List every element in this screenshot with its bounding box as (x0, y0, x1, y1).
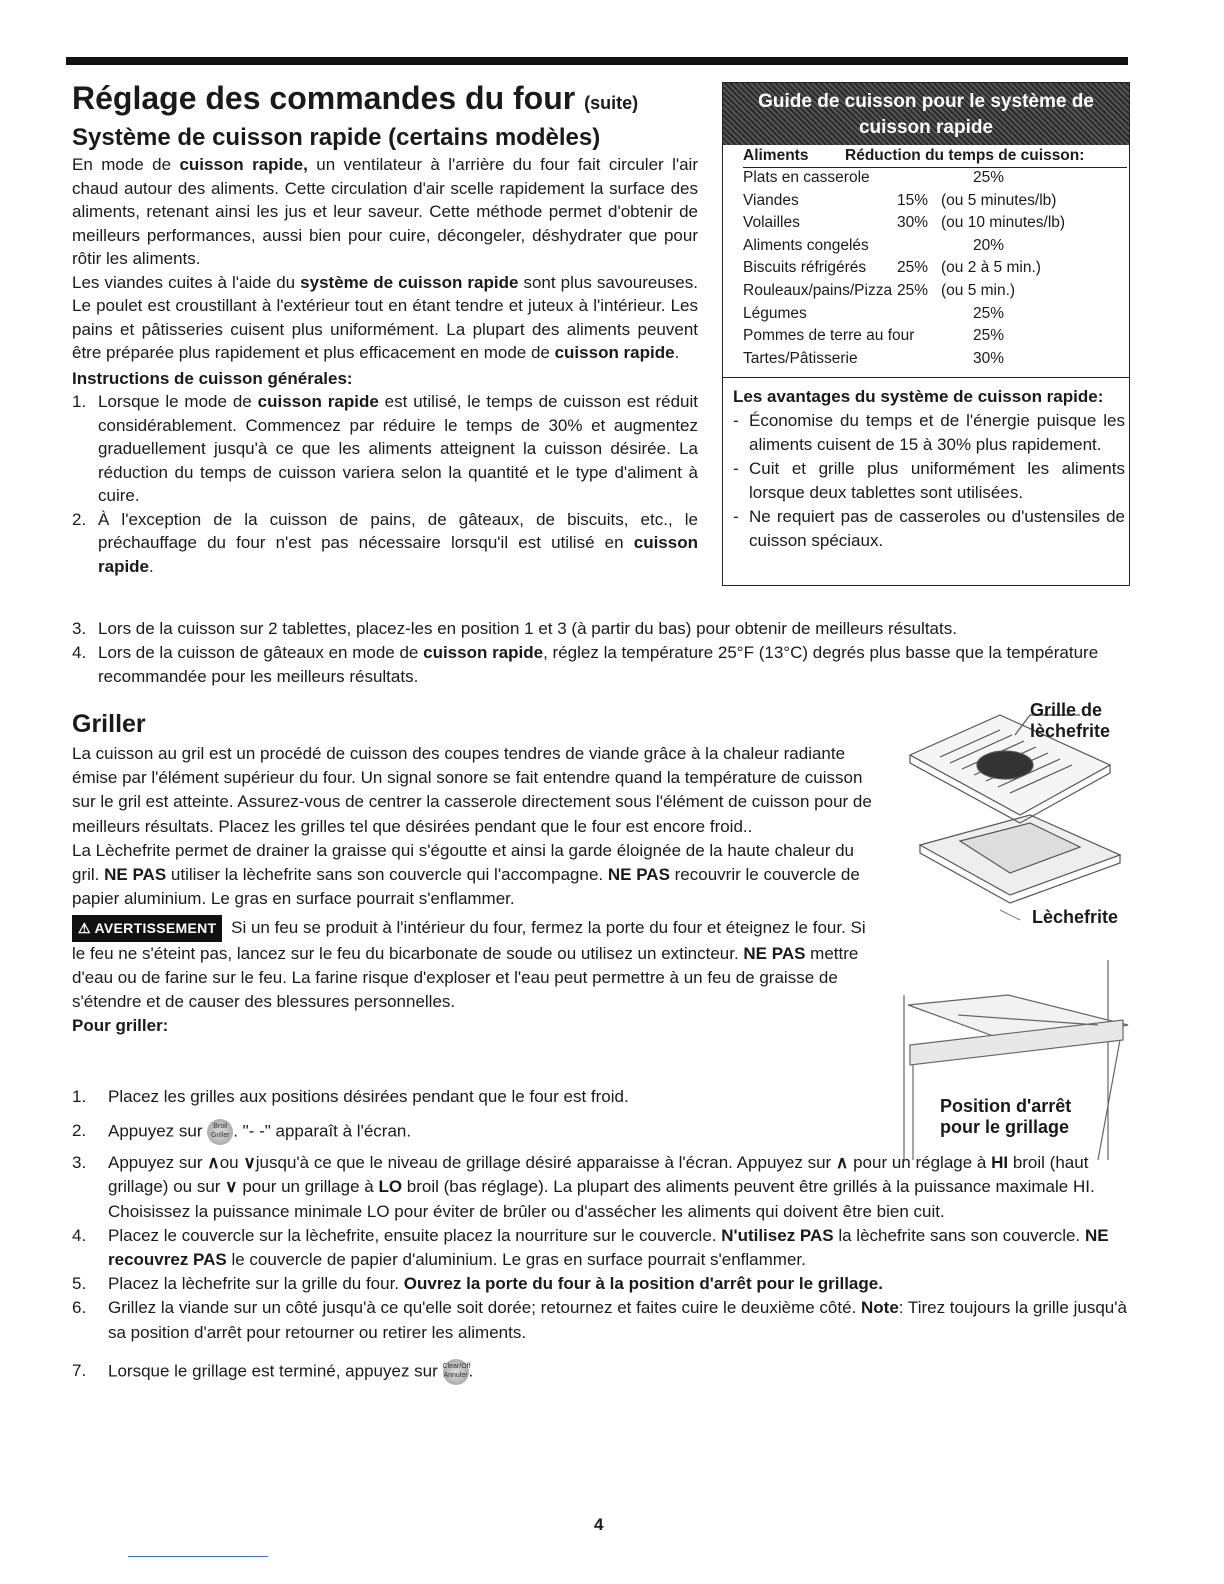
down-arrow-icon: ∨ (243, 1153, 256, 1173)
instructions-continued (72, 617, 1132, 689)
list-item: 3. Appuyez sur ∧ou ∨jusqu'à ce que le niveau de grillage désiré apparaisse à l'écran. Appuyez sur ∧ pour un réglage à HI broil (haut grillage) ou sur ∨ pour un grillage à LO broil (bas réglage). La plupart des aliments peuvent être grillés à la puissance maximale HI. Choisissez la puissance minimale LO pour éviter de brûler ou d'assécher les aliments qui doivent être bien cuit. (72, 1153, 1095, 1221)
footer-rule (128, 1556, 268, 1557)
list-item: - Cuit et grille plus uniformément les aliments lorsque deux tablettes sont utilisées. (733, 459, 1125, 502)
reduction-value: 25% (897, 259, 929, 277)
reduction-value: 25% (973, 327, 1005, 345)
warning-paragraph: ⚠ AVERTISSEMENT Si un feu se produit à l'intérieur du four, fermez la porte du four et éteignez le four. Si le feu ne s'éteint pas, lancez sur le feu du bicarbonate de soude ou utilisez un extincteur. NE PAS mettre d'eau ou de farine sur le feu. La farine risque d'exploser et l'eau peut permettre à un feu de graisse de s'étendre et de causer des blessures personnelles. (72, 915, 872, 1014)
reduction-value: 25% (973, 169, 1005, 186)
table-row (743, 303, 1127, 326)
table-row (743, 212, 1127, 235)
table-row (743, 348, 1127, 371)
list-item: 4. Placez le couvercle sur la lèchefrite, ensuite placez la nourriture sur le couvercle. N'utilisez PAS la lèchefrite sans son couvercle. NE recouvrez PAS le couvercle de papier d'aluminium. Le gras en surface pourrait s'enflammer. (72, 1225, 1109, 1270)
food-name: Rouleaux/pains/Pizza (743, 281, 893, 299)
advantages-heading: Les avantages du système de cuisson rapide: (733, 387, 1104, 406)
up-arrow-icon: ∧ (207, 1153, 220, 1173)
up-arrow-icon: ∧ (835, 1153, 849, 1173)
guide-table-header: Aliments Réduction du temps de cuisson: (743, 147, 1127, 168)
table-row (743, 325, 1127, 348)
list-item: 1. Placez les grilles aux positions désirées pendant que le four est froid. (72, 1087, 629, 1106)
list-item: 2. À l'exception de la cuisson de pains, de gâteaux, de biscuits, etc., le préchauffage du four n'est pas nécessaire lorsqu'il est utilisé en cuisson rapide. (72, 509, 698, 576)
table-row (743, 257, 1127, 280)
list-item: - Ne requiert pas de casseroles ou d'ustensiles de cuisson spéciaux. (733, 507, 1125, 550)
down-arrow-icon: ∨ (225, 1177, 238, 1197)
instructions-list (72, 390, 698, 578)
list-item: 6. Grillez la viande sur un côté jusqu'à ce qu'elle soit dorée; retournez et faites cuire le deuxième côté. Note: Tirez toujours la grille jusqu'à sa position d'arrêt pour retourner ou retirer les aliments. (72, 1298, 1127, 1342)
advantages (733, 385, 1125, 553)
guide-title: Guide de cuisson pour le système de cuisson rapide (723, 83, 1129, 145)
table-row (743, 190, 1127, 213)
table-row (743, 235, 1127, 258)
griller-text (72, 742, 872, 1038)
food-name: Légumes (743, 304, 807, 322)
food-name: Tartes/Pâtisserie (743, 349, 858, 367)
list-item: 1. Lorsque le mode de cuisson rapide est utilisé, le temps de cuisson est réduit considérablement. Commencez par réduire le temps de 30% et augmentez graduellement jusqu'à ce que les aliments atteignent la cuisson désirée. La réduction du temps de cuisson variera selon la quantité et le type d'aliment à cuire. (72, 392, 698, 505)
table-row (743, 167, 1127, 190)
food-name: Volailles (743, 214, 800, 232)
food-name: Plats en casserole (743, 169, 870, 186)
divider (723, 377, 1129, 378)
page-number: 4 (594, 1515, 604, 1534)
food-name: Aliments congelés (743, 236, 869, 254)
intro-paragraph: Les viandes cuites à l'aide du système de cuisson rapide sont plus savoureuses. Le poulet est croustillant à l'extérieur tout en étant tendre et juteux à l'intérieur. Les pains et pâtisseries cuisent plus uniformément. La plupart des aliments peuvent être préparée plus rapidement et plus efficacement en mode de cuisson rapide. (72, 272, 698, 362)
food-name: Pommes de terre au four (743, 327, 915, 345)
pan-label: Lèchefrite (1032, 907, 1119, 927)
reduction-extra: (ou 2 à 5 min.) (941, 259, 1041, 277)
door-stop-label: Position d'arrêt pour le grillage (940, 1096, 1072, 1137)
warning-badge: ⚠ AVERTISSEMENT (72, 915, 222, 941)
reduction-extra: (ou 5 minutes/lb) (941, 191, 1057, 209)
reduction-extra: (ou 10 minutes/lb) (941, 214, 1066, 232)
clear-off-button-icon: Clear/Off Annuler (443, 1359, 469, 1385)
list-item: 4. Lors de la cuisson de gâteaux en mode de cuisson rapide, réglez la température 25°F (13°C) degrés plus basse que la température recommandée pour les meilleurs résultats. (72, 643, 1099, 686)
section-subtitle: Système de cuisson rapide (certains modèles) (72, 124, 601, 151)
quick-cook-guide-box (722, 82, 1130, 586)
reduction-value: 15% (897, 191, 929, 209)
broil-button-icon: Broil Griller (207, 1119, 233, 1145)
reduction-value: 30% (973, 349, 1005, 367)
pour-griller-heading: Pour griller: (72, 1016, 169, 1036)
grille-label: Grille de lèchefrite (1030, 700, 1111, 741)
intro-paragraph: En mode de cuisson rapide, un ventilateur à l'arrière du four fait circuler l'air chaud autour des aliments. Cette circulation d'air scelle rapidement la surface des aliments, retenant ainsi les jus et leur saveur. Cette méthode permet d'obtenir de meilleurs performances, aussi bien pour cuire, décongeler, déshydrater que pour rôtir les aliments. (72, 155, 698, 268)
list-item: 7. Lorsque le grillage est terminé, appuyez sur Clear/Off Annuler. (72, 1359, 1132, 1385)
griller-heading: Griller (72, 710, 146, 738)
reduction-value: 20% (973, 236, 1005, 254)
guide-table (743, 167, 1127, 370)
food-name: Biscuits réfrigérés (743, 259, 867, 277)
food-name: Viandes (743, 191, 799, 209)
table-row (743, 280, 1127, 303)
paragraph: La cuisson au gril est un procédé de cuisson des coupes tendres de viande grâce à la chaleur radiante émise par l'élément supérieur du four. Un signal sonore se fait entendre quand la température de cuisson sur le gril est atteinte. Assurez-vous de centrer la casserole directement sous l'élément de cuisson pour de meilleurs résultats. Placez les grilles tel que désirées pendant que le four est encore froid.. (72, 744, 872, 836)
reduction-value: 25% (973, 304, 1005, 322)
reduction-value: 30% (897, 214, 929, 232)
list-item: 3. Lors de la cuisson sur 2 tablettes, placez-les en position 1 et 3 (à partir du bas) pour obtenir de meilleurs résultats. (72, 619, 957, 638)
list-item: 5. Placez la lèchefrite sur la grille du four. Ouvrez la porte du four à la position d'arrêt pour le grillage. (72, 1274, 883, 1294)
reduction-extra: (ou 5 min.) (941, 281, 1016, 299)
list-item: 2. Appuyez sur Broil Griller . "- -" apparaît à l'écran. (72, 1119, 1132, 1145)
top-rule (66, 57, 1128, 65)
page-title: Réglage des commandes du four (suite) (72, 80, 639, 116)
reduction-value: 25% (897, 281, 929, 299)
intro-text (72, 153, 698, 578)
instructions-heading: Instructions de cuisson générales: (72, 368, 353, 388)
paragraph: La Lèchefrite permet de drainer la graisse qui s'égoutte et ainsi la garde éloignée de la haute chaleur du gril. NE PAS utiliser la lèchefrite sans son couvercle qui l'accompagne. NE PAS recouvrir le couvercle de papier aluminium. Le gras en surface pourrait s'enflammer. (72, 840, 860, 909)
list-item: - Économise du temps et de l'énergie puisque les aliments cuisent de 15 à 30% plus rapidement. (733, 411, 1125, 454)
